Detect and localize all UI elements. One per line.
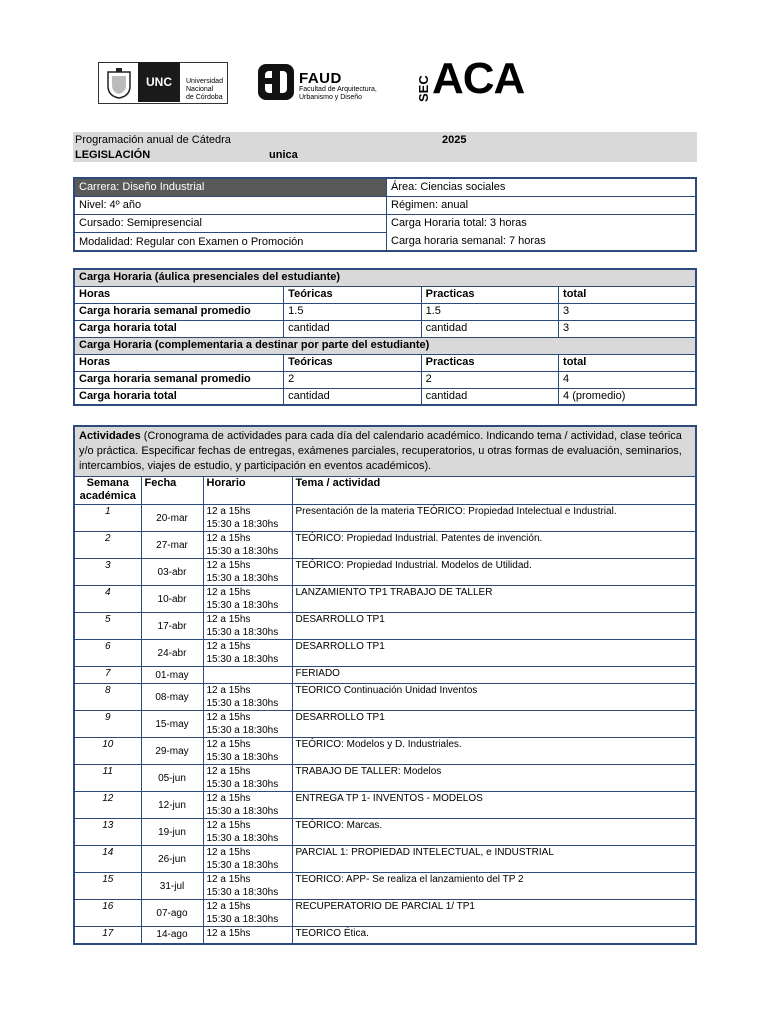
date-cell: 19-jun (141, 819, 203, 846)
date-cell: 31-jul (141, 873, 203, 900)
time-cell: 12 a 15hs 15:30 a 18:30hs (203, 738, 292, 765)
table-row (74, 684, 696, 711)
activities-intro (74, 426, 696, 477)
time-cell: 12 a 15hs 15:30 a 18:30hs (203, 505, 292, 532)
col-practicas: Practicas (421, 286, 558, 303)
col-total-2: total (559, 354, 696, 371)
info-cursado: Cursado: Semipresencial (79, 217, 202, 229)
topic-cell: TEÓRICO: Modelos y D. Industriales. (292, 738, 696, 765)
date-cell: 08-may (141, 684, 203, 711)
time-cell: 12 a 15hs 15:30 a 18:30hs (203, 684, 292, 711)
activities-description: (Cronograma de actividades para cada día del calendario académico. Indicando tema / actividad, clase teórica y/o práctica. Especificar fechas de entregas, exámenes parciales, recuperatorios, u otras formas de evaluación, seminarios, intercambios, viajes de estudio, y participación en eventos académicos). (79, 430, 682, 472)
date-cell: 29-may (141, 738, 203, 765)
topic-cell: TEORICO Ética. (292, 927, 696, 944)
sec-label (416, 64, 432, 104)
activities-heading: Actividades (79, 430, 141, 442)
table-row: Carga horaria semanal promedio 1.5 1.5 3 (74, 303, 696, 320)
date-cell: 12-jun (141, 792, 203, 819)
header-type: unica (269, 149, 298, 161)
time-cell: 12 a 15hs 15:30 a 18:30hs (203, 819, 292, 846)
topic-cell: TEÓRICO: Propiedad Industrial. Modelos de Utilidad. (292, 559, 696, 586)
date-cell: 20-mar (141, 505, 203, 532)
info-regimen: Régimen: anual (391, 199, 469, 211)
date-cell: 15-may (141, 711, 203, 738)
col-teoricas: Teóricas (284, 286, 421, 303)
unc-crest-icon (102, 66, 136, 100)
date-cell: 27-mar (141, 532, 203, 559)
week-cell: 10 (74, 738, 141, 765)
logo-bar (98, 54, 558, 106)
table-row (74, 792, 696, 819)
table-row: Carga horaria semanal promedio 2 2 4 (74, 371, 696, 388)
week-cell: 5 (74, 613, 141, 640)
unc-mark: UNC (138, 62, 180, 102)
course-info-grid (73, 177, 697, 252)
table-row (74, 846, 696, 873)
table-row (74, 532, 696, 559)
date-cell: 07-ago (141, 900, 203, 927)
week-cell: 2 (74, 532, 141, 559)
time-cell: 12 a 15hs 15:30 a 18:30hs (203, 532, 292, 559)
week-cell: 6 (74, 640, 141, 667)
table-row: Carga horaria total cantidad cantidad 3 (74, 320, 696, 337)
col-semana: Semana académica (74, 477, 141, 505)
date-cell: 14-ago (141, 927, 203, 944)
table-row (74, 559, 696, 586)
header-subject: LEGISLACIÓN (75, 149, 151, 161)
week-cell: 11 (74, 765, 141, 792)
time-cell (203, 667, 292, 684)
time-cell: 12 a 15hs 15:30 a 18:30hs (203, 640, 292, 667)
week-cell: 4 (74, 586, 141, 613)
header-year: 2025 (442, 134, 467, 146)
table-row: Carga horaria total cantidad cantidad 4 (promedio) (74, 388, 696, 405)
activities-table (73, 425, 697, 945)
time-cell: 12 a 15hs 15:30 a 18:30hs (203, 792, 292, 819)
topic-cell: TEORICO Continuación Unidad Inventos (292, 684, 696, 711)
date-cell: 26-jun (141, 846, 203, 873)
week-cell: 15 (74, 873, 141, 900)
week-cell: 8 (74, 684, 141, 711)
week-cell: 3 (74, 559, 141, 586)
date-cell: 17-abr (141, 613, 203, 640)
col-horario: Horario (203, 477, 292, 505)
topic-cell: LANZAMIENTO TP1 TRABAJO DE TALLER (292, 586, 696, 613)
week-cell: 14 (74, 846, 141, 873)
date-cell: 05-jun (141, 765, 203, 792)
info-modalidad: Modalidad: Regular con Examen o Promoción (79, 236, 304, 248)
time-cell: 12 a 15hs 15:30 a 18:30hs (203, 586, 292, 613)
table-row (74, 873, 696, 900)
col-fecha: Fecha (141, 477, 203, 505)
time-cell: 12 a 15hs (203, 927, 292, 944)
topic-cell: FERIADO (292, 667, 696, 684)
week-cell: 7 (74, 667, 141, 684)
info-carga-total: Carga Horaria total: 3 horas (391, 217, 527, 229)
col-tema: Tema / actividad (292, 477, 696, 505)
topic-cell: TEORICO: APP- Se realiza el lanzamiento del TP 2 (292, 873, 696, 900)
week-cell: 9 (74, 711, 141, 738)
topic-cell: DESARROLLO TP1 (292, 711, 696, 738)
topic-cell: DESARROLLO TP1 (292, 613, 696, 640)
table-row (74, 586, 696, 613)
unc-text: Universidad Nacional de Córdoba (186, 78, 223, 101)
workload-section-complementaria: Carga Horaria (complementaria a destinar por parte del estudiante) (74, 337, 696, 354)
time-cell: 12 a 15hs 15:30 a 18:30hs (203, 559, 292, 586)
time-cell: 12 a 15hs 15:30 a 18:30hs (203, 873, 292, 900)
info-carga-semanal: Carga horaria semanal: 7 horas (391, 235, 546, 247)
date-cell: 03-abr (141, 559, 203, 586)
topic-cell: PARCIAL 1: PROPIEDAD INTELECTUAL, e INDUSTRIAL (292, 846, 696, 873)
faud-title: FAUD (299, 70, 342, 87)
table-row (74, 505, 696, 532)
week-cell: 17 (74, 927, 141, 944)
date-cell: 10-abr (141, 586, 203, 613)
table-row (74, 667, 696, 684)
time-cell: 12 a 15hs 15:30 a 18:30hs (203, 613, 292, 640)
week-cell: 13 (74, 819, 141, 846)
date-cell: 24-abr (141, 640, 203, 667)
faud-subtitle: Facultad de Arquitectura, Urbanismo y Diseño (299, 86, 377, 101)
info-carrera: Carrera: Diseño Industrial (75, 179, 386, 196)
week-cell: 1 (74, 505, 141, 532)
table-row (74, 900, 696, 927)
date-cell: 01-may (141, 667, 203, 684)
time-cell: 12 a 15hs 15:30 a 18:30hs (203, 711, 292, 738)
aca-text: ACA (432, 54, 525, 103)
info-nivel: Nivel: 4º año (79, 199, 142, 211)
topic-cell: Presentación de la materia TEÓRICO: Propiedad Intelectual e Industrial. (292, 505, 696, 532)
col-practicas-2: Practicas (421, 354, 558, 371)
info-area: Área: Ciencias sociales (391, 181, 506, 193)
col-horas: Horas (74, 286, 284, 303)
week-cell: 12 (74, 792, 141, 819)
workload-table (73, 268, 697, 406)
faud-emblem-icon (256, 62, 296, 102)
course-header (73, 132, 697, 162)
faud-logo (256, 60, 396, 106)
table-row (74, 765, 696, 792)
week-cell: 16 (74, 900, 141, 927)
table-row (74, 711, 696, 738)
table-row (74, 927, 696, 944)
topic-cell: DESARROLLO TP1 (292, 640, 696, 667)
col-teoricas-2: Teóricas (284, 354, 421, 371)
sec-text: SEC (416, 75, 431, 102)
col-horas-2: Horas (74, 354, 284, 371)
header-title: Programación anual de Cátedra (75, 134, 231, 146)
sec-aca-logo (416, 54, 546, 106)
time-cell: 12 a 15hs 15:30 a 18:30hs (203, 765, 292, 792)
time-cell: 12 a 15hs 15:30 a 18:30hs (203, 900, 292, 927)
time-cell: 12 a 15hs 15:30 a 18:30hs (203, 846, 292, 873)
table-row (74, 738, 696, 765)
topic-cell: ENTREGA TP 1- INVENTOS - MODELOS (292, 792, 696, 819)
topic-cell: RECUPERATORIO DE PARCIAL 1/ TP1 (292, 900, 696, 927)
workload-section-presencial: Carga Horaria (áulica presenciales del estudiante) (74, 269, 696, 286)
table-row (74, 819, 696, 846)
table-row (74, 613, 696, 640)
topic-cell: TEÓRICO: Propiedad Industrial. Patentes de invención. (292, 532, 696, 559)
col-total: total (559, 286, 696, 303)
topic-cell: TEÓRICO: Marcas. (292, 819, 696, 846)
table-row (74, 640, 696, 667)
topic-cell: TRABAJO DE TALLER: Modelos (292, 765, 696, 792)
unc-logo (98, 62, 228, 104)
